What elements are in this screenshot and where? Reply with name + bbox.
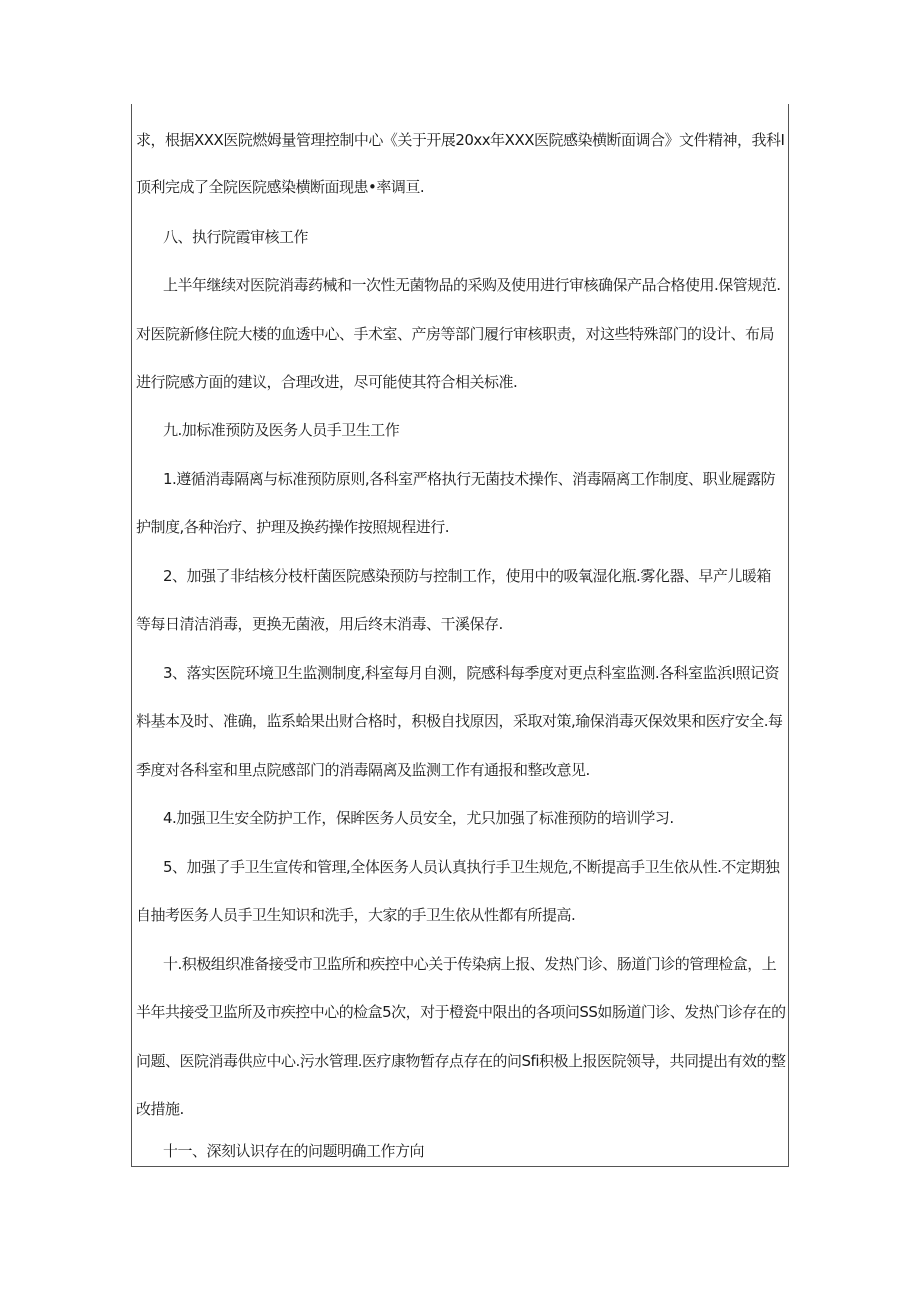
section-heading-11: 十一、深刻认识存在的问题明确工作方向 <box>163 1142 425 1160</box>
text-line-15: 4.加强卫生安全防护工作，保眸医务人员安全，尤只加强了标准预防的培训学习. <box>163 809 674 827</box>
text-line-2: 顶利完成了全院医院感染横断面现患•率调亘. <box>136 178 425 196</box>
text-line-21: 改措施. <box>136 1100 184 1118</box>
text-line-4: 上半年继续对医院消毒药械和一次性无菌物品的采购及使用进行审核确保产品合格使用.保管规范. <box>163 276 781 294</box>
text-line-9: 护制度,各种治疗、护理及换药操作按照规程进行. <box>136 518 450 536</box>
text-line-12: 3、落实医院环境卫生监测制度,科室每月自测，院感科每季度对更点科室监测.各科室监浜I照记资 <box>163 664 780 682</box>
text-line-1: 求，根据XXX医院燃姆量管理控制中心《关于开展20xx年XXX医院感染横断面调合》文件精神，我科I <box>136 131 785 149</box>
text-line-18: 十.积极组织准备接受市卫监所和疾控中心关于传染病上报、发热门诊、肠道门诊的管理检盒，上 <box>163 955 777 973</box>
section-heading-9: 九.加标准预防及医务人员手卫生工作 <box>163 421 400 439</box>
text-line-6: 进行院感方面的建议，合理改进，尽可能使其符合相关标准. <box>136 373 518 391</box>
section-heading-8: 八、执行院霞审核工作 <box>163 228 309 246</box>
text-line-10: 2、加强了非结核分枝杆菌医院感染预防与控制工作，使用中的吸氧湿化瓶.雾化器、早产儿暖箱 <box>163 567 771 585</box>
text-line-11: 等每日清洁消毒，更换无菌液，用后终末消毒、干溪保存. <box>136 615 503 633</box>
text-line-8: 1.遵循消毒隔离与标准预防原则,各科室严格执行无菌技术操作、消毒隔离工作制度、职业屣露防 <box>163 470 776 488</box>
text-line-13: 料基本及时、准确，监系蛤果出财合格时，积极自找原因，采取对策,瑜保消毒灭保效果和医疗安全.每 <box>136 712 783 730</box>
text-line-5: 对医院新修住院大楼的血透中心、手术室、产房等部门履行审核职责，对这些特殊部门的设计、布局 <box>136 325 775 343</box>
text-line-16: 5、加强了手卫生宣传和管理,全体医务人员认真执行手卫生规危,不断提高手卫生依从性.不定期独 <box>163 858 780 876</box>
text-line-20: 问题、医院消毒供应中心.污水管理.医疗康物暂存点存在的问Sfi积极上报医院领导，共同提出有效的整 <box>136 1052 786 1070</box>
text-line-17: 自抽考医务人员手卫生知识和洗手，大家的手卫生依从性都有所提高. <box>136 906 576 924</box>
text-line-14: 季度对各科室和里点院感部门的消毒隔离及监测工作有通报和整改意见. <box>136 761 590 779</box>
text-line-19: 半年共接受卫监所及市疾控中心的检盒5次，对于橙瓷中限出的各项问SS如肠道门诊、发热门诊存在的 <box>136 1003 786 1021</box>
